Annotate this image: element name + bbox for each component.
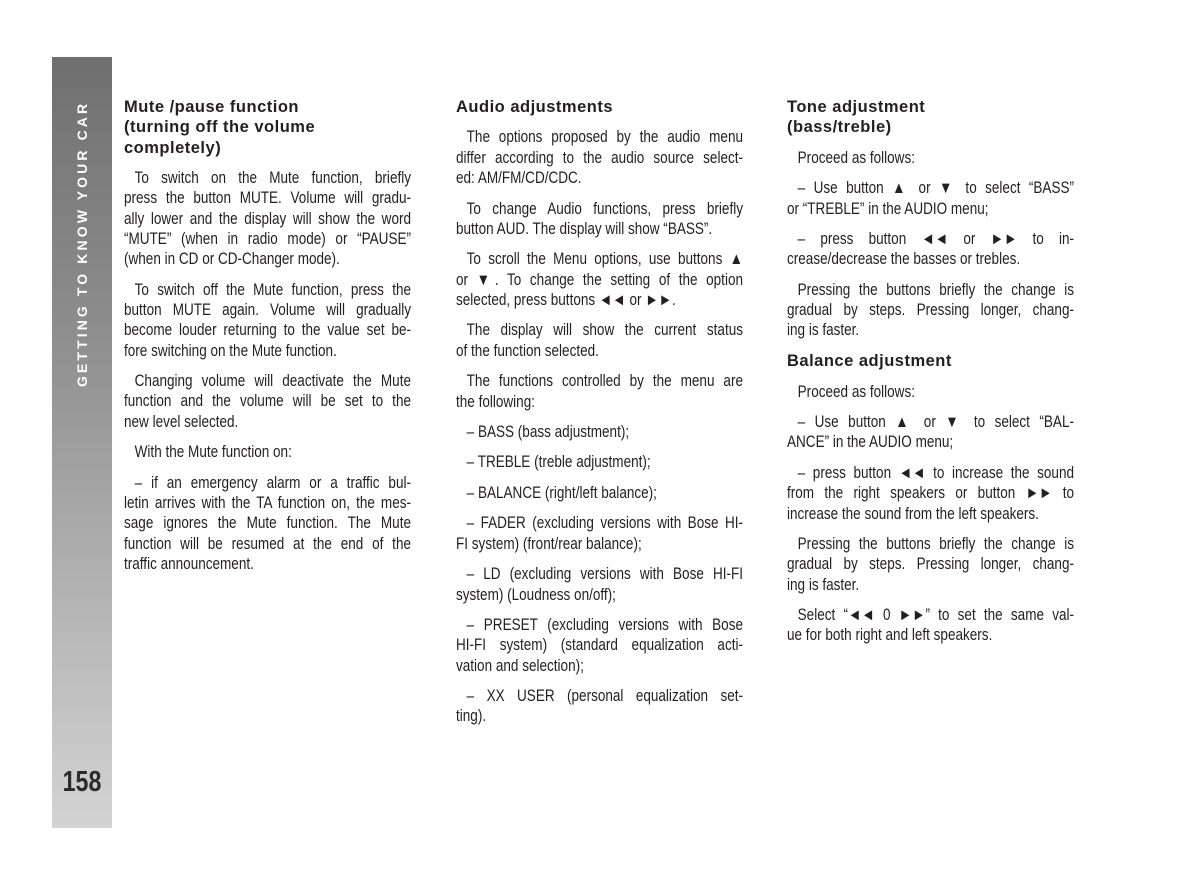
text-line: Select “◄◄ 0 ►►” to set the same val- — [797, 606, 1074, 625]
page-number: 158 — [62, 766, 102, 798]
heading-line: completely) — [124, 138, 222, 157]
text-column-middle — [456, 97, 743, 737]
text-line: With the Mute function on: — [134, 443, 292, 462]
paragraph — [124, 280, 411, 361]
text-line: ue for both right and left speakers. — [787, 626, 993, 645]
list-item — [456, 564, 743, 605]
text-line: – PRESET (excluding versions with Bose — [466, 616, 743, 634]
text-line: – FADER (excluding versions with Bose HI- — [466, 514, 743, 533]
paragraph — [124, 371, 411, 432]
text-line: function and the volume will be set to the — [124, 392, 411, 411]
text-line: – Use button ▲ or ▼ to select “BASS” — [797, 179, 1074, 198]
list-item — [456, 513, 743, 554]
text-column-right — [787, 97, 1074, 656]
list-item — [787, 463, 1074, 524]
text-line: (when in CD or CD-Changer mode). — [124, 250, 340, 269]
paragraph — [787, 534, 1074, 595]
text-line: button MUTE again. Volume will gradually — [124, 301, 411, 320]
text-line: crease/decrease the basses or trebles. — [787, 250, 1021, 269]
text-line: HI-FI system) (standard equalization acti- — [456, 636, 743, 655]
section-title-vertical: GETTING TO KNOW YOUR CAR — [74, 100, 90, 388]
text-line: or “TREBLE” in the AUDIO menu; — [787, 199, 989, 218]
list-item — [787, 412, 1074, 453]
text-line: function will be resumed at the end of the — [124, 534, 411, 553]
list-item — [787, 178, 1074, 219]
heading-line: (bass/treble) — [787, 118, 892, 137]
text-line: increase the sound from the left speakers. — [787, 504, 1039, 523]
paragraph — [456, 199, 743, 240]
text-line: The options proposed by the audio menu — [466, 128, 743, 147]
paragraph — [787, 280, 1074, 341]
text-line: Proceed as follows: — [797, 382, 915, 401]
text-line: gradual by steps. Pressing longer, chang- — [787, 555, 1074, 574]
heading-line: Audio adjustments — [456, 98, 614, 116]
text-line: selected, press buttons ◄◄ or ►►. — [456, 290, 676, 309]
text-line: ANCE” in the AUDIO menu; — [787, 433, 954, 452]
text-line: ing is faster. — [787, 575, 860, 594]
text-line: vation and selection); — [456, 656, 584, 675]
text-line: Changing volume will deactivate the Mute — [134, 372, 411, 391]
paragraph — [787, 605, 1074, 646]
list-item — [456, 615, 743, 676]
list-item — [456, 422, 743, 442]
text-line: – BASS (bass adjustment); — [466, 422, 630, 441]
heading-line: (turning off the volume — [124, 118, 316, 137]
text-line: differ according to the audio source select- — [456, 148, 743, 167]
paragraph — [456, 127, 743, 188]
text-line: To change Audio functions, press briefly — [466, 199, 743, 218]
text-line: – XX USER (personal equalization set- — [466, 687, 743, 706]
paragraph — [124, 442, 411, 462]
text-line: letin arrives with the TA function on, the mes- — [124, 493, 411, 512]
text-line: ing is faster. — [787, 321, 860, 340]
list-item — [124, 473, 411, 574]
text-line: The functions controlled by the menu are — [466, 372, 743, 391]
list-item — [456, 686, 743, 727]
paragraph — [456, 320, 743, 361]
text-line: system) (Loudness on/off); — [456, 585, 616, 604]
text-line: ally lower and the display will show the word — [124, 209, 411, 228]
section-heading — [456, 97, 743, 117]
text-line: ting). — [456, 707, 487, 726]
text-line: ed: AM/FM/CD/CDC. — [456, 169, 582, 188]
text-line: button AUD. The display will show “BASS”. — [456, 219, 713, 238]
text-line: fore switching on the Mute function. — [124, 341, 337, 360]
text-line: To scroll the Menu options, use buttons ▲ — [466, 250, 743, 269]
heading-line: Mute /pause function — [124, 98, 299, 116]
section-heading — [787, 351, 1074, 371]
text-line: press the button MUTE. Volume will gradu- — [124, 189, 411, 208]
text-line: Pressing the buttons briefly the change is — [797, 280, 1074, 299]
text-line: – TREBLE (treble adjustment); — [466, 453, 651, 472]
text-line: To switch off the Mute function, press the — [134, 280, 411, 299]
text-line: become louder returning to the value set be- — [124, 321, 411, 340]
paragraph — [787, 148, 1074, 168]
text-line: FI system) (front/rear balance); — [456, 534, 642, 553]
section-heading — [124, 97, 411, 158]
text-line: “MUTE” (when in radio mode) or “PAUSE” — [124, 229, 411, 248]
text-line: sage ignores the Mute function. The Mute — [124, 514, 411, 533]
list-item — [456, 452, 743, 472]
paragraph — [456, 249, 743, 310]
text-line: The display will show the current status — [466, 321, 743, 340]
text-line: the following: — [456, 392, 535, 411]
section-heading — [787, 97, 1074, 138]
text-line: from the right speakers or button ►► to — [787, 484, 1074, 503]
heading-line: Balance adjustment — [787, 352, 952, 371]
text-line: Proceed as follows: — [797, 148, 915, 167]
text-line: To switch on the Mute function, briefly — [134, 169, 411, 188]
text-line: – BALANCE (right/left balance); — [466, 483, 657, 502]
heading-line: Tone adjustment — [787, 98, 926, 116]
paragraph — [124, 168, 411, 269]
list-item — [787, 229, 1074, 270]
text-line: – press button ◄◄ or ►► to in- — [797, 230, 1074, 249]
text-line: – press button ◄◄ to increase the sound — [797, 463, 1074, 482]
list-item — [456, 483, 743, 503]
text-line: or ▼. To change the setting of the option — [456, 270, 743, 289]
text-line: – LD (excluding versions with Bose HI-FI — [466, 565, 743, 584]
paragraph — [456, 371, 743, 412]
text-line: new level selected. — [124, 412, 239, 431]
text-line: traffic announcement. — [124, 554, 254, 573]
text-column-left — [124, 97, 411, 584]
text-line: Pressing the buttons briefly the change is — [797, 535, 1074, 554]
text-line: – if an emergency alarm or a traffic bul- — [134, 473, 411, 492]
text-line: of the function selected. — [456, 341, 599, 360]
text-line: gradual by steps. Pressing longer, chang- — [787, 301, 1074, 320]
text-line: – Use button ▲ or ▼ to select “BAL- — [797, 413, 1074, 432]
paragraph — [787, 382, 1074, 402]
